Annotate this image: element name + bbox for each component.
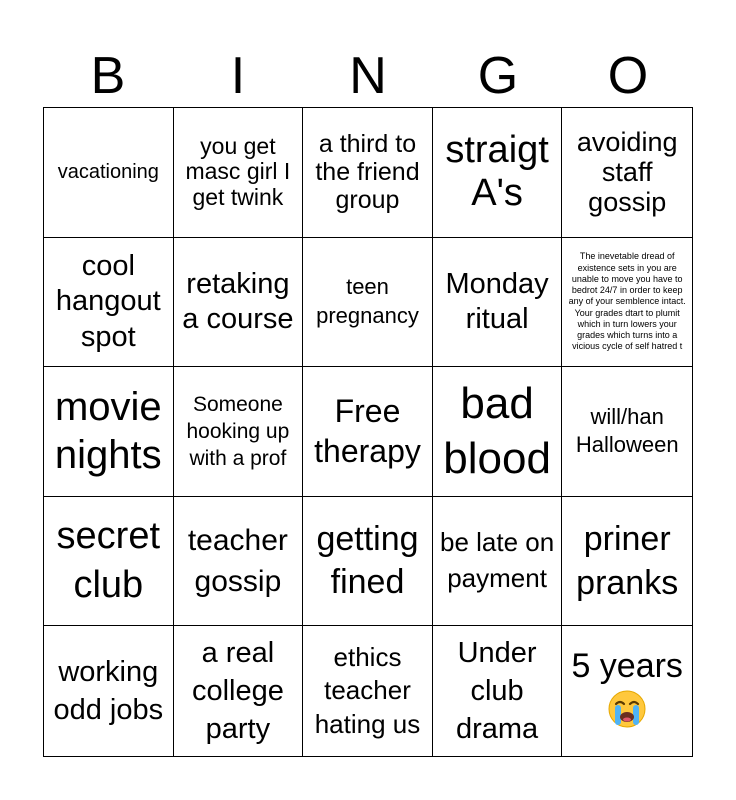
cell-text: Someone hooking up with a prof xyxy=(186,392,290,471)
bingo-cell-3[interactable] xyxy=(303,108,433,238)
cell-content xyxy=(571,648,683,734)
cell-text: bad blood xyxy=(443,379,551,484)
bingo-cell-1[interactable] xyxy=(44,108,174,238)
cell-text: teen pregnancy xyxy=(316,274,419,328)
crying-face-icon xyxy=(607,689,647,734)
bingo-cell-4[interactable] xyxy=(433,108,563,238)
header-letter-n: N xyxy=(349,47,387,105)
cell-text: straigt A's xyxy=(445,128,549,215)
cell-text: The inevetable dread of existence sets in you are unable to move you have to bedrot 24/7 in order to keep any of your semblence intact. Your grades dtart to plumit which in turn lowers your grades which turns into a vicious cycle of self hatred t xyxy=(568,251,686,352)
bingo-cell-11[interactable] xyxy=(44,367,174,497)
cell-text: retaking a course xyxy=(182,267,294,335)
bingo-cell-12[interactable] xyxy=(174,367,304,497)
cell-text: cool hangout spot xyxy=(55,249,161,353)
bingo-cell-6[interactable] xyxy=(44,238,174,368)
cell-text: teacher gossip xyxy=(187,523,288,599)
bingo-board xyxy=(43,107,693,757)
bingo-cell-8[interactable] xyxy=(303,238,433,368)
cell-text: you get masc girl I get twink xyxy=(185,132,291,211)
cell-text: movie nights xyxy=(54,384,162,478)
cell-text: Under club drama xyxy=(455,636,539,746)
cell-text: a real college party xyxy=(191,636,284,746)
bingo-cell-21[interactable] xyxy=(44,626,174,756)
bingo-cell-5[interactable] xyxy=(562,108,692,238)
bingo-cell-24[interactable] xyxy=(433,626,563,756)
bingo-cell-13[interactable] xyxy=(303,367,433,497)
cell-text: Monday ritual xyxy=(445,267,549,335)
cell-text: will/han Halloween xyxy=(575,403,679,458)
cell-text: vacationing xyxy=(57,161,159,184)
bingo-cell-7[interactable] xyxy=(174,238,304,368)
bingo-cell-16[interactable] xyxy=(44,497,174,627)
bingo-cell-14[interactable] xyxy=(433,367,563,497)
cell-text: be late on payment xyxy=(439,527,555,594)
bingo-cell-9[interactable] xyxy=(433,238,563,368)
cell-text: working odd jobs xyxy=(53,655,164,727)
cell-text: secret club xyxy=(56,514,161,607)
cell-text: 5 years xyxy=(571,647,683,686)
header-letter-i: I xyxy=(230,47,246,105)
bingo-cell-10[interactable] xyxy=(562,238,692,368)
cell-text: avoiding staff gossip xyxy=(576,126,678,218)
header-letter-g: G xyxy=(477,47,519,105)
bingo-cell-22[interactable] xyxy=(174,626,304,756)
cell-text: a third to the friend group xyxy=(315,130,420,215)
bingo-cell-23[interactable] xyxy=(303,626,433,756)
header-letter-o: O xyxy=(607,47,649,105)
header-letter-b: B xyxy=(90,47,126,105)
cell-text: getting fined xyxy=(316,519,419,602)
bingo-cell-15[interactable] xyxy=(562,367,692,497)
bingo-cell-17[interactable] xyxy=(174,497,304,627)
cell-text: priner pranks xyxy=(576,519,679,603)
bingo-header xyxy=(43,44,693,108)
bingo-cell-25[interactable] xyxy=(562,626,692,756)
bingo-cell-19[interactable] xyxy=(433,497,563,627)
bingo-cell-2[interactable] xyxy=(174,108,304,238)
bingo-cell-20[interactable] xyxy=(562,497,692,627)
cell-text: Free therapy xyxy=(314,393,421,470)
cell-text: ethics teacher hating us xyxy=(314,641,421,740)
bingo-cell-18[interactable] xyxy=(303,497,433,627)
